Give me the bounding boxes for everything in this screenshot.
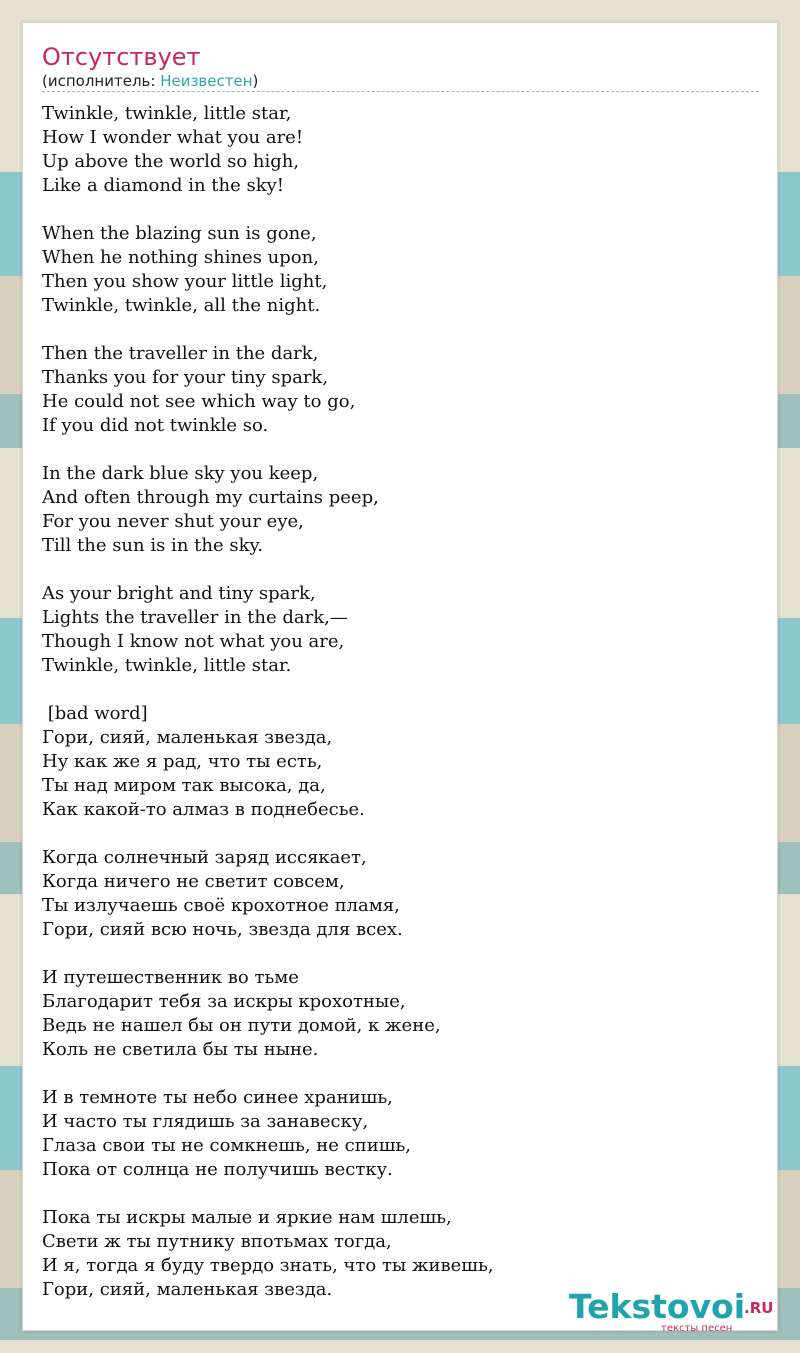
- logo-name: Tekstovoi: [569, 1287, 746, 1326]
- site-logo[interactable]: [569, 1287, 779, 1335]
- artist-suffix: ): [252, 72, 259, 90]
- song-title: Отсутствует: [42, 43, 201, 71]
- artist-link[interactable]: Неизвестен: [160, 72, 253, 90]
- logo-tld: .RU: [744, 1299, 774, 1317]
- title-divider: [42, 91, 759, 92]
- artist-prefix: (исполнитель:: [42, 72, 161, 90]
- artist-line: [42, 72, 258, 90]
- logo-tagline: тексты песен: [661, 1323, 733, 1334]
- lyrics-text: Twinkle, twinkle, little star, How I wonder what you are! Up above the world so high, Like a diamond in the sky! When the blazing sun is gone, When he nothing shines upon, Then you show your little light, Twinkle, twinkle, all the night. Then the traveller in the dark, Thanks you for your tiny spark, He could not see which way to go, If you did not twinkle so. In the dark blue sky you keep, And often through my curtains peep, For you never shut your eye, Till the sun is in the sky. As your bright and tiny spark, Lights the traveller in the dark,— Though I know not what you are, Twinkle, twinkle, little star. [bad word] Гори, сияй, маленькая звезда, Ну как же я рад, что ты есть, Ты над миром так высока, да, Как какой-то алмаз в поднебесье. Когда солнечный заряд иссякает, Когда ничего не светит совсем, Ты излучаешь своё крохотное пламя, Гори, сияй всю ночь, звезда для всех. И путешественник во тьме Благодарит тебя за искры крохотные, Ведь не нашел бы он пути домой, к жене, Коль не светила бы ты ныне. И в темноте ты небо синее хранишь, И часто ты глядишь за занавеску, Глаза свои ты не сомкнешь, не спишь, Пока от солнца не получишь вестку. Пока ты искры малые и яркие нам шлешь, Свети ж ты путнику впотьмах тогда, И я, тогда я буду твердо знать, что ты живешь, Гори, сияй, маленькая звезда.: [42, 103, 494, 1300]
- lyrics-card: [22, 22, 778, 1334]
